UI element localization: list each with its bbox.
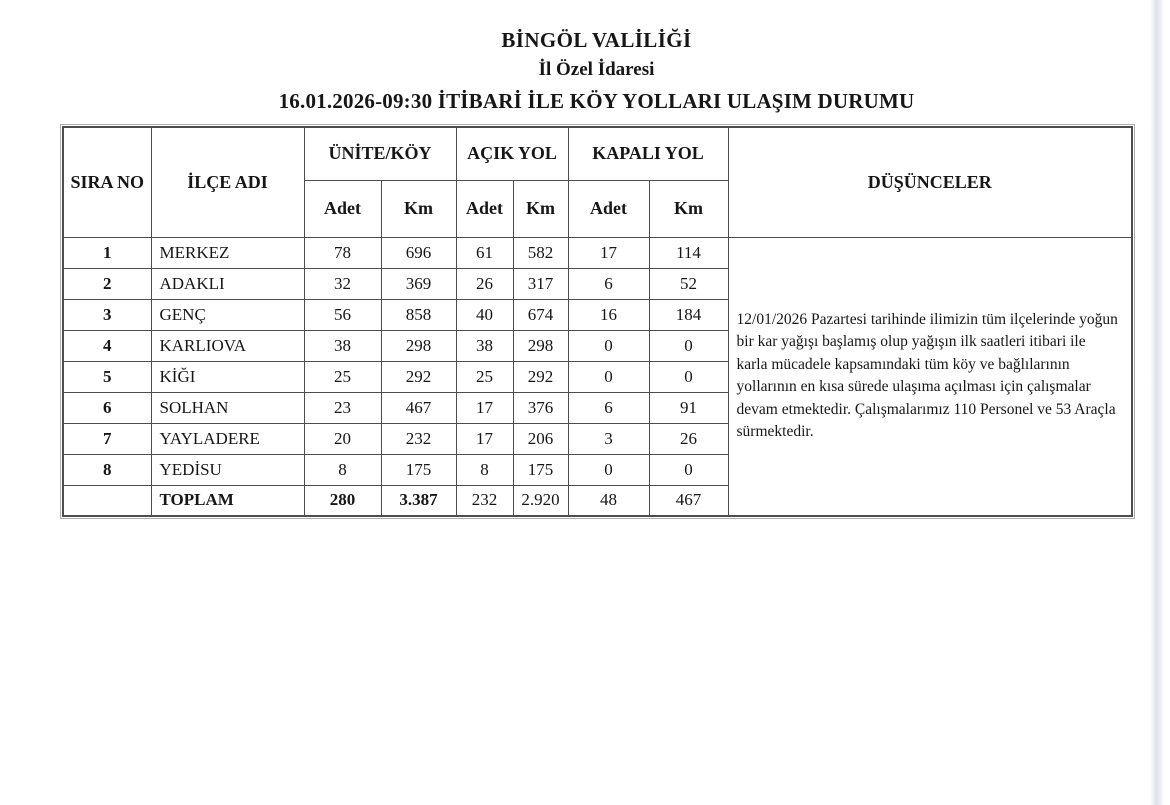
cell-ilce: YEDİSU (151, 454, 304, 485)
header-acik-km: Km (513, 180, 568, 237)
cell-ilce: KİĞI (151, 361, 304, 392)
total-unite-adet: 280 (304, 485, 381, 516)
cell-kapali-km: 52 (649, 268, 728, 299)
document-header (62, 28, 1131, 114)
cell-acik-km: 175 (513, 454, 568, 485)
cell-kapali-adet: 16 (568, 299, 649, 330)
cell-sira: 6 (63, 392, 151, 423)
cell-unite-adet: 25 (304, 361, 381, 392)
cell-unite-km: 298 (381, 330, 456, 361)
cell-kapali-adet: 6 (568, 268, 649, 299)
org-title: BİNGÖL VALİLİĞİ (501, 28, 692, 52)
cell-ilce: MERKEZ (151, 237, 304, 268)
cell-ilce: KARLIOVA (151, 330, 304, 361)
cell-acik-adet: 38 (456, 330, 513, 361)
total-label: TOPLAM (151, 485, 304, 516)
cell-kapali-km: 114 (649, 237, 728, 268)
cell-unite-km: 696 (381, 237, 456, 268)
cell-acik-adet: 8 (456, 454, 513, 485)
cell-kapali-km: 0 (649, 454, 728, 485)
cell-sira: 7 (63, 423, 151, 454)
total-acik-adet: 232 (456, 485, 513, 516)
cell-unite-km: 369 (381, 268, 456, 299)
cell-sira: 4 (63, 330, 151, 361)
cell-kapali-adet: 0 (568, 454, 649, 485)
cell-acik-km: 317 (513, 268, 568, 299)
cell-ilce: SOLHAN (151, 392, 304, 423)
cell-sira: 8 (63, 454, 151, 485)
cell-sira: 3 (63, 299, 151, 330)
cell-unite-adet: 56 (304, 299, 381, 330)
cell-unite-adet: 32 (304, 268, 381, 299)
cell-acik-km: 298 (513, 330, 568, 361)
scan-edge-artifact (1150, 0, 1164, 805)
header-acik-adet: Adet (456, 180, 513, 237)
cell-kapali-adet: 0 (568, 330, 649, 361)
total-unite-km: 3.387 (381, 485, 456, 516)
cell-unite-km: 858 (381, 299, 456, 330)
road-status-table (62, 126, 1133, 517)
cell-acik-adet: 17 (456, 392, 513, 423)
notes-cell: 12/01/2026 Pazartesi tarihinde ilimizin tüm ilçelerinde yoğun bir kar yağışı başlamış olup yağışın ilk saatleri itibari ile karla mücadele kapsamındaki tüm köy ve bağlılarının yollarının en kısa sürede ulaşıma açılması için çalışmalar devam etmektedir. Çalışmalarımız 110 Personel ve 53 Araçla sürmektedir. (728, 237, 1132, 516)
header-unite-koy: ÜNİTE/KÖY (304, 127, 456, 180)
cell-ilce: YAYLADERE (151, 423, 304, 454)
total-acik-km: 2.920 (513, 485, 568, 516)
cell-unite-km: 232 (381, 423, 456, 454)
header-dusunceler: DÜŞÜNCELER (728, 127, 1132, 237)
cell-acik-km: 582 (513, 237, 568, 268)
cell-kapali-adet: 17 (568, 237, 649, 268)
cell-acik-adet: 61 (456, 237, 513, 268)
header-kapali-km: Km (649, 180, 728, 237)
cell-acik-adet: 40 (456, 299, 513, 330)
cell-acik-adet: 26 (456, 268, 513, 299)
cell-kapali-km: 0 (649, 330, 728, 361)
header-acik-yol: AÇIK YOL (456, 127, 568, 180)
cell-kapali-km: 91 (649, 392, 728, 423)
cell-ilce: ADAKLI (151, 268, 304, 299)
cell-sira: 2 (63, 268, 151, 299)
org-subtitle: İl Özel İdaresi (538, 59, 655, 80)
cell-unite-adet: 23 (304, 392, 381, 423)
cell-sira: 1 (63, 237, 151, 268)
header-sira-no: SIRA NO (63, 127, 151, 237)
cell-unite-adet: 38 (304, 330, 381, 361)
cell-unite-adet: 8 (304, 454, 381, 485)
cell-unite-km: 292 (381, 361, 456, 392)
cell-acik-km: 376 (513, 392, 568, 423)
total-kapali-adet: 48 (568, 485, 649, 516)
table-row (63, 237, 1132, 268)
report-title: 16.01.2026-09:30 İTİBARİ İLE KÖY YOLLARI ULAŞIM DURUMU (278, 89, 915, 113)
cell-acik-km: 206 (513, 423, 568, 454)
header-row-groups (63, 127, 1132, 180)
cell-unite-km: 467 (381, 392, 456, 423)
cell-sira: 5 (63, 361, 151, 392)
header-unite-adet: Adet (304, 180, 381, 237)
header-kapali-yol: KAPALI YOL (568, 127, 728, 180)
cell-sira-empty (63, 485, 151, 516)
cell-acik-km: 674 (513, 299, 568, 330)
header-kapali-adet: Adet (568, 180, 649, 237)
cell-kapali-km: 26 (649, 423, 728, 454)
header-unite-km: Km (381, 180, 456, 237)
cell-kapali-km: 184 (649, 299, 728, 330)
cell-acik-km: 292 (513, 361, 568, 392)
cell-kapali-km: 0 (649, 361, 728, 392)
cell-acik-adet: 25 (456, 361, 513, 392)
cell-ilce: GENÇ (151, 299, 304, 330)
cell-unite-adet: 78 (304, 237, 381, 268)
cell-kapali-adet: 6 (568, 392, 649, 423)
cell-kapali-adet: 3 (568, 423, 649, 454)
cell-kapali-adet: 0 (568, 361, 649, 392)
cell-unite-adet: 20 (304, 423, 381, 454)
header-ilce-adi: İLÇE ADI (151, 127, 304, 237)
cell-unite-km: 175 (381, 454, 456, 485)
total-kapali-km: 467 (649, 485, 728, 516)
cell-acik-adet: 17 (456, 423, 513, 454)
